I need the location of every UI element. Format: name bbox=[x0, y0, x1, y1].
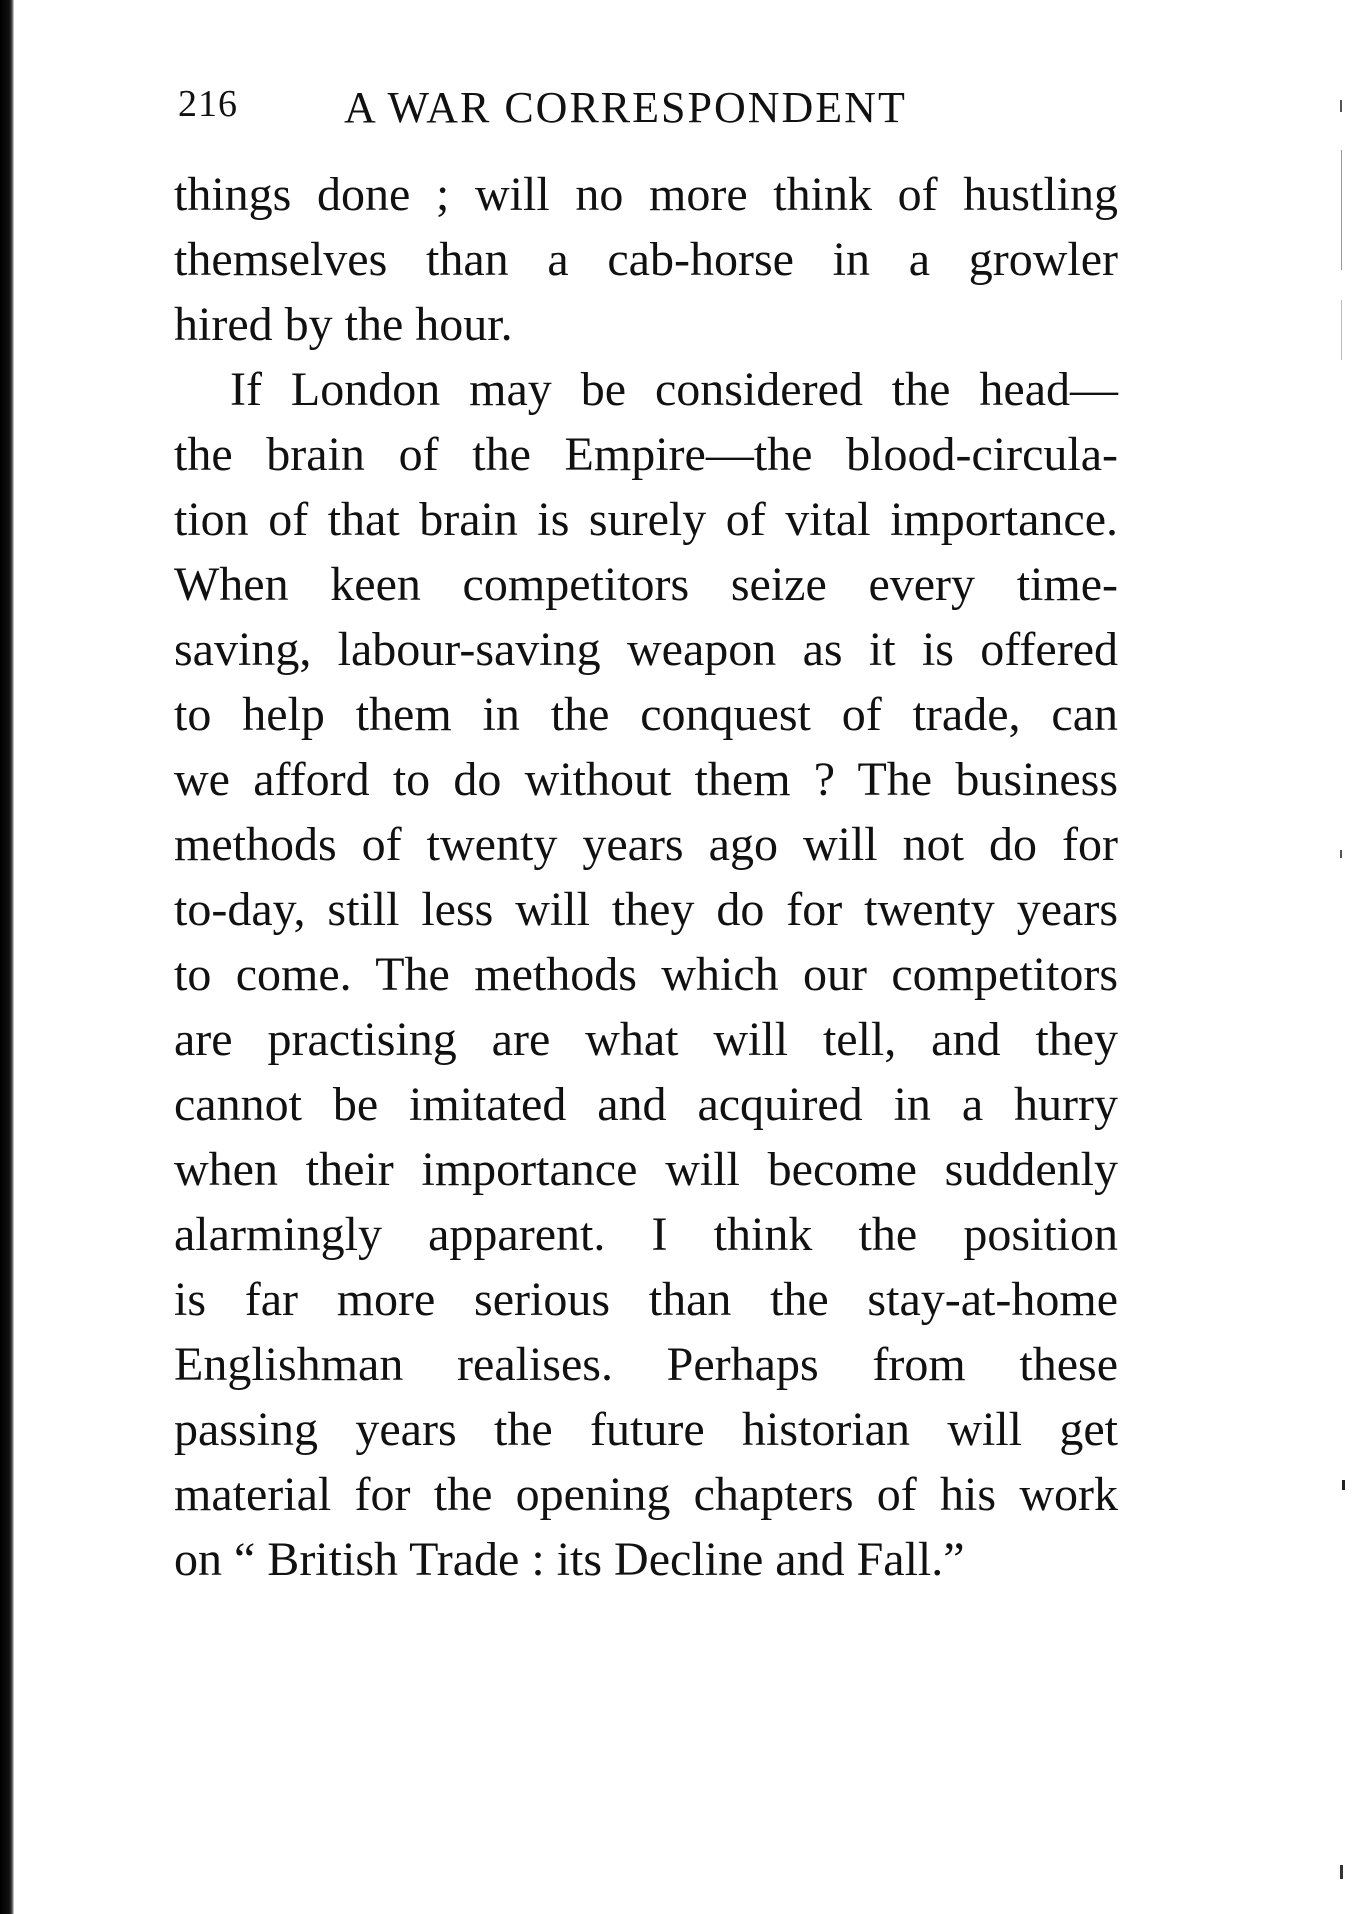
text-line: things done ; will no more think of hustling bbox=[174, 168, 1118, 221]
margin-speck bbox=[1340, 100, 1342, 112]
text-line: If London may be considered the head— bbox=[230, 363, 1118, 416]
text-line: are practising are what will tell, and they bbox=[174, 1013, 1118, 1066]
running-title: A WAR CORRESPONDENT bbox=[344, 83, 907, 132]
margin-speck bbox=[1340, 1865, 1343, 1879]
text-line: to help them in the conquest of trade, can bbox=[174, 688, 1118, 741]
text-line: cannot be imitated and acquired in a hurry bbox=[174, 1078, 1118, 1131]
body-text bbox=[174, 162, 1118, 1592]
page-header bbox=[178, 82, 1178, 142]
text-line: themselves than a cab-horse in a growler bbox=[174, 233, 1118, 286]
margin-speck bbox=[1341, 150, 1342, 270]
page-number: 216 bbox=[178, 83, 238, 125]
text-line: to come. The methods which our competitors bbox=[174, 948, 1118, 1001]
margin-speck bbox=[1341, 300, 1342, 360]
text-line: is far more serious than the stay-at-home bbox=[174, 1273, 1118, 1326]
paragraph bbox=[174, 357, 1118, 1592]
text-line: hired by the hour. bbox=[174, 298, 513, 351]
text-line: to-day, still less will they do for twenty years bbox=[174, 883, 1118, 936]
text-line: tion of that brain is surely of vital importance. bbox=[174, 493, 1118, 546]
text-line: material for the opening chapters of his work bbox=[174, 1468, 1118, 1521]
binding-edge bbox=[0, 0, 14, 1914]
text-line: when their importance will become suddenly bbox=[174, 1143, 1118, 1196]
paragraph bbox=[174, 162, 1118, 357]
text-line: Englishman realises. Perhaps from these bbox=[174, 1338, 1118, 1391]
margin-speck bbox=[1342, 1480, 1345, 1490]
text-line: saving, labour-saving weapon as it is offered bbox=[174, 623, 1118, 676]
margin-speck bbox=[1340, 850, 1342, 858]
text-line: passing years the future historian will get bbox=[174, 1403, 1118, 1456]
text-line: methods of twenty years ago will not do for bbox=[174, 818, 1118, 871]
text-line: on “ British Trade : its Decline and Fall.” bbox=[174, 1533, 965, 1586]
text-line: the brain of the Empire—the blood-circula- bbox=[174, 428, 1118, 481]
text-line: alarmingly apparent. I think the position bbox=[174, 1208, 1118, 1261]
text-line: we afford to do without them ? The business bbox=[174, 753, 1118, 806]
text-line: When keen competitors seize every time- bbox=[174, 558, 1118, 611]
